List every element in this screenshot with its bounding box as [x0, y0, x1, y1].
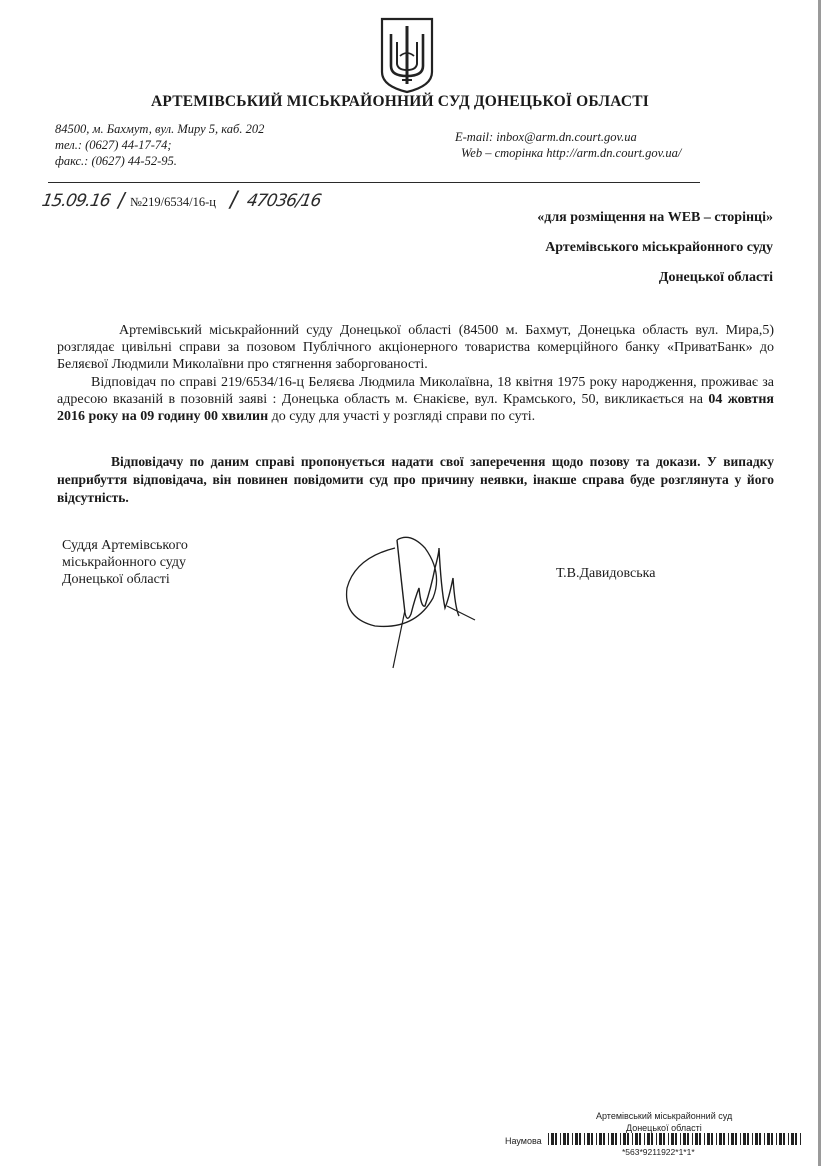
contact-left: [55, 121, 264, 169]
paragraph-2: [57, 374, 774, 425]
paragraph-1: Артемівський міськрайонний суду Донецької області (84500 м. Бахмут, Донецька область вул. Мира,5) розглядає цивільні справи за позовом Публічного акціонерного товариства комерційного банку «ПриватБанк» до Беляєвої Людмили Миколаївни про стягнення заборгованості.: [57, 323, 774, 372]
addressee-line-2: Артемівського міськрайонного суду: [545, 240, 773, 255]
paragraph-3: Відповідачу по даним справі пропонується надати свої заперечення щодо позову та докази. У випадку неприбуття відповідача, він повинен повідомити суд про причину неявки, інакше справа буде розглянута у його відсутність.: [57, 454, 774, 505]
paragraph-2-tail: до суду для участі у розгляді справи по суті.: [268, 409, 536, 424]
coat-of-arms-icon: [378, 16, 436, 94]
court-address: 84500, м. Бахмут, вул. Миру 5, каб. 202: [55, 122, 265, 136]
addressee-line-1: «для розміщення на WEB – сторінці»: [537, 210, 773, 225]
handwritten-signature: [335, 518, 485, 678]
footer-court-line-2: Донецької області: [626, 1123, 702, 1133]
judge-title-line-1: Суддя Артемівського: [62, 538, 188, 553]
footer-barcode-code: *563*9211922*1*1*: [622, 1147, 695, 1157]
hearing-datetime: 04 жовтня 2016 року на 09 годину 00 хвилин: [57, 392, 774, 424]
judge-title: [62, 537, 188, 588]
contact-right: [455, 129, 681, 161]
judge-title-line-2: міськрайонного суду: [62, 555, 187, 570]
case-number: №219/6534/16-ц: [130, 195, 216, 209]
court-email: E-mail: inbox@arm.dn.court.gov.ua: [455, 130, 637, 144]
footer-clerk-name: Наумова: [505, 1136, 542, 1146]
footer-court-line-1: Артемівський міськрайонний суд: [596, 1111, 733, 1121]
handwritten-slash-2: /: [230, 188, 238, 213]
court-fax: факс.: (0627) 44-52-95.: [55, 154, 177, 168]
judge-title-line-3: Донецької області: [62, 572, 170, 587]
court-web: Web – сторінка http://arm.dn.court.gov.ua/: [461, 146, 682, 160]
header-divider: [48, 182, 700, 183]
court-phone: тел.: (0627) 44-17-74;: [55, 138, 172, 152]
paragraph-2-text: Відповідач по справі 219/6534/16-ц Беляєва Людмила Миколаївна, 18 квітня 1975 року народження, проживає за адресою вказаній в позовній заяві : Донецька область м. Єнакієве, вул. Крамського, 50, викликається на: [57, 375, 774, 407]
handwritten-incoming-number: 47036/16: [245, 191, 323, 211]
court-name-heading: АРТЕМІВСЬКИЙ МІСЬКРАЙОННИЙ СУД ДОНЕЦЬКОЇ ОБЛАСТІ: [150, 93, 650, 110]
handwritten-date: 15.09.16: [40, 191, 112, 211]
addressee-line-3: Донецької області: [658, 270, 773, 285]
handwritten-slash-1: /: [118, 188, 125, 212]
barcode-icon: [548, 1133, 803, 1145]
judge-name: Т.В.Давидовська: [556, 566, 656, 581]
